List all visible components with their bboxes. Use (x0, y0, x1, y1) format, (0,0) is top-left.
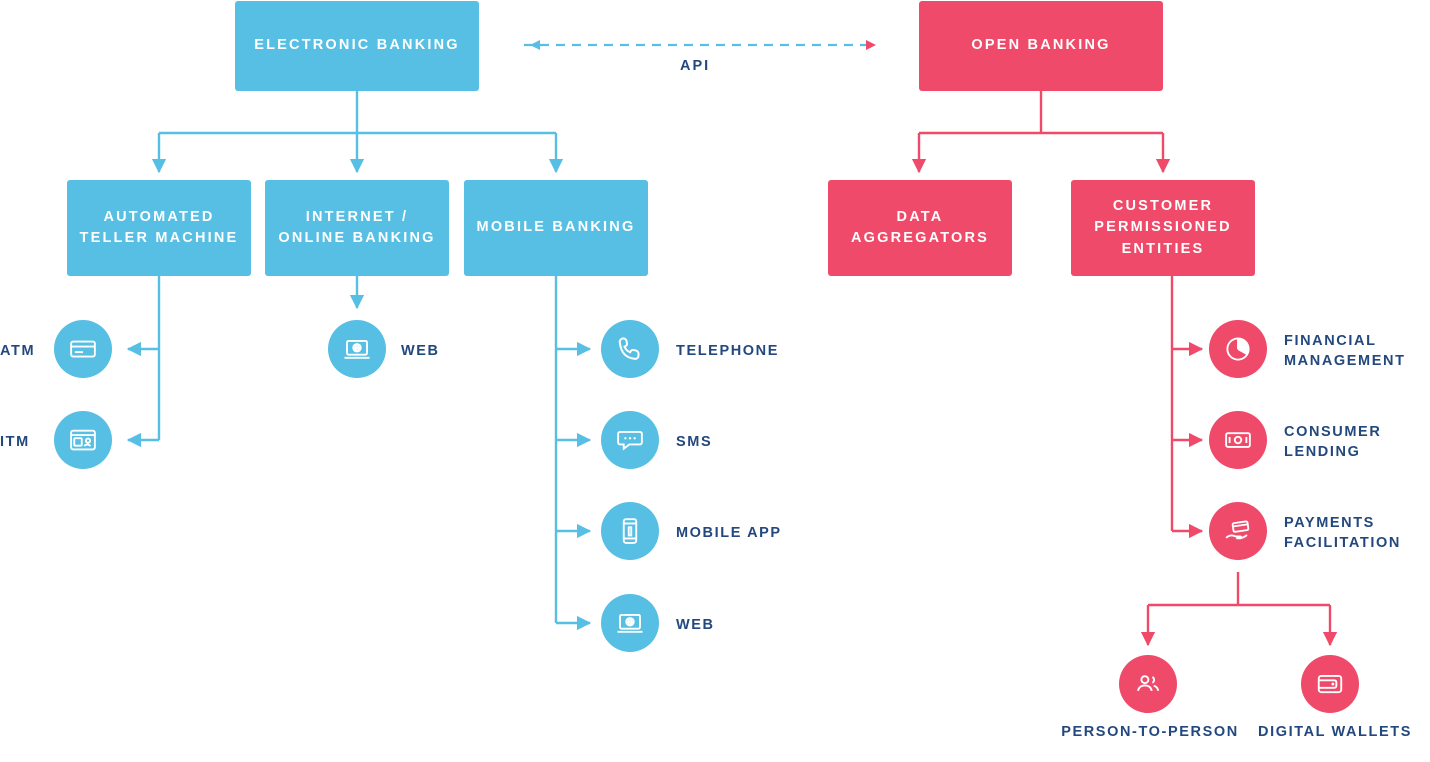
node-customer-permissioned-entities[interactable] (1071, 180, 1255, 276)
node-automated-teller-machine-label: AUTOMATED TELLER MACHINE (79, 208, 239, 246)
node-internet-online-banking-label: INTERNET / ONLINE BANKING (278, 208, 436, 246)
node-electronic-banking-label: ELECTRONIC BANKING (254, 37, 460, 54)
leaf-label-consumer-lending: CONSUMER LENDING (1284, 424, 1382, 461)
node-mobile-banking[interactable] (464, 180, 648, 276)
phone-handset-icon (601, 320, 659, 378)
node-data-aggregators-label: DATA AGGREGATORS (850, 208, 990, 246)
leaf-label-person-to-person: PERSON-TO-PERSON (1061, 724, 1239, 740)
node-automated-teller-machine[interactable] (67, 180, 251, 276)
leaf-label-mobile-app: MOBILE APP (676, 525, 782, 541)
leaf-label-atm: ATM (0, 343, 36, 359)
chat-bubble-icon (601, 411, 659, 469)
node-open-banking-label: OPEN BANKING (971, 37, 1111, 54)
leaf-label-sms: SMS (676, 434, 713, 450)
node-open-banking[interactable] (919, 1, 1163, 91)
smartphone-icon (601, 502, 659, 560)
pie-chart-icon (1209, 320, 1267, 378)
hand-card-icon (1209, 502, 1267, 560)
banknote-icon (1209, 411, 1267, 469)
node-data-aggregators[interactable] (828, 180, 1012, 276)
leaf-label-digital-wallets: DIGITAL WALLETS (1258, 724, 1412, 740)
laptop-icon (328, 320, 386, 378)
leaf-label-internet-web: WEB (401, 343, 440, 359)
node-electronic-banking[interactable] (235, 1, 479, 91)
node-mobile-banking-label: MOBILE BANKING (476, 219, 636, 236)
wallet-icon (1301, 655, 1359, 713)
laptop-icon (601, 594, 659, 652)
api-label: API (680, 58, 711, 74)
people-icon (1119, 655, 1177, 713)
node-customer-permissioned-entities-label: CUSTOMER PERMISSIONED ENTITIES (1094, 198, 1232, 257)
leaf-label-financial-management: FINANCIAL MANAGEMENT (1284, 333, 1406, 370)
leaf-label-itm: ITM (0, 434, 30, 450)
card-icon (54, 320, 112, 378)
leaf-label-payments-facilitation: PAYMENTS FACILITATION (1284, 515, 1401, 552)
teller-screen-icon (54, 411, 112, 469)
leaf-label-telephone: TELEPHONE (676, 343, 780, 359)
node-internet-online-banking[interactable] (265, 180, 449, 276)
leaf-label-mobile-web: WEB (676, 617, 715, 633)
